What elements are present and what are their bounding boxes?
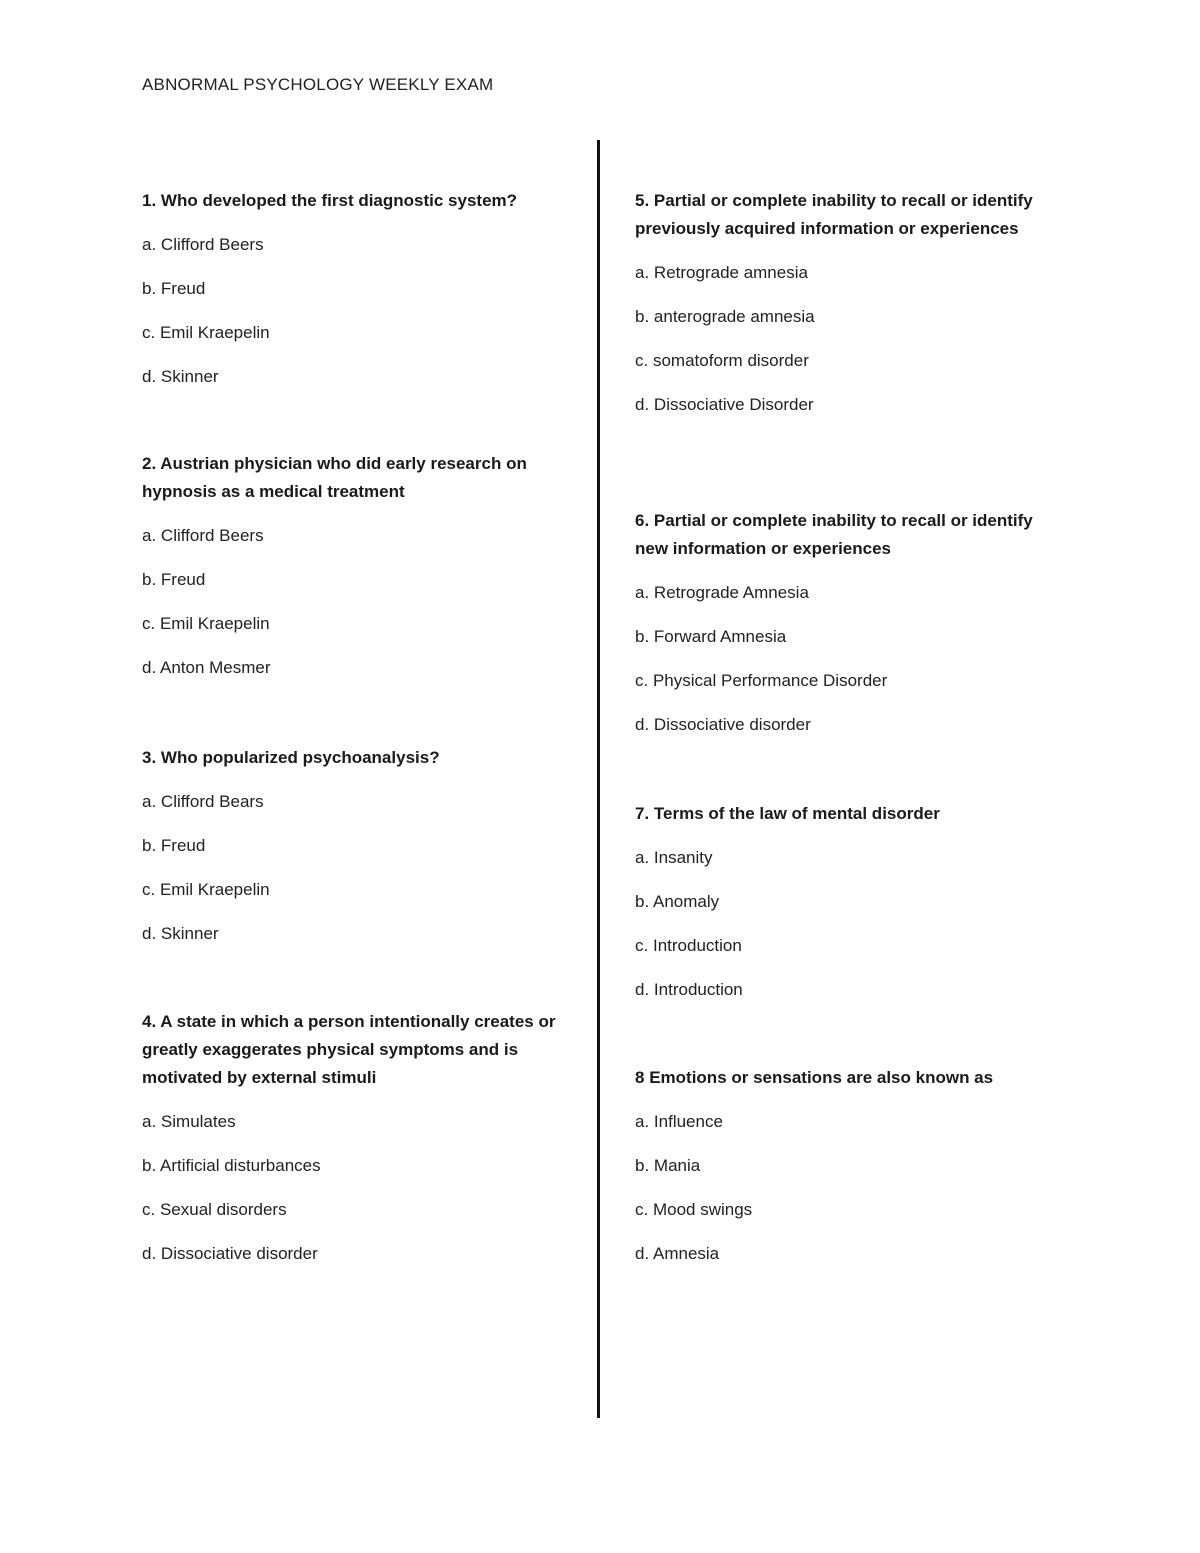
option-text: Simulates bbox=[160, 1112, 236, 1131]
question-6 bbox=[635, 507, 1035, 755]
option-text: Emil Kraepelin bbox=[159, 614, 270, 633]
option-text: Mood swings bbox=[652, 1200, 753, 1219]
answer-option bbox=[635, 579, 1035, 607]
option-letter: d. bbox=[142, 658, 157, 677]
option-letter: b. bbox=[635, 1156, 650, 1175]
answer-option bbox=[635, 1108, 1035, 1136]
answer-option bbox=[142, 1196, 574, 1224]
question-prompt: Terms of the law of mental disorder bbox=[653, 804, 940, 823]
option-text: Anomaly bbox=[652, 892, 720, 911]
question-prompt: Partial or complete inability to recall or identify new information or experiences bbox=[635, 511, 1033, 558]
option-letter: d. bbox=[142, 1244, 157, 1263]
page-title: ABNORMAL PSYCHOLOGY WEEKLY EXAM bbox=[142, 75, 494, 94]
option-letter: c. bbox=[635, 1200, 649, 1219]
answer-option bbox=[635, 888, 1035, 916]
option-text: Dissociative disorder bbox=[160, 1244, 318, 1263]
answer-option bbox=[142, 363, 574, 391]
option-letter: a. bbox=[142, 235, 157, 254]
answer-options bbox=[142, 1108, 574, 1268]
question-text bbox=[142, 744, 574, 772]
answer-options bbox=[142, 231, 574, 391]
answer-option bbox=[635, 711, 1035, 739]
answer-option bbox=[635, 623, 1035, 651]
option-text: Insanity bbox=[653, 848, 713, 867]
question-prompt: Austrian physician who did early research on hypnosis as a medical treatment bbox=[142, 454, 527, 501]
question-number: 4. bbox=[142, 1012, 157, 1031]
option-text: Introduction bbox=[652, 936, 742, 955]
option-letter: a. bbox=[142, 1112, 157, 1131]
option-text: Freud bbox=[160, 570, 206, 589]
option-letter: a. bbox=[635, 583, 650, 602]
option-letter: b. bbox=[142, 1156, 157, 1175]
option-text: anterograde amnesia bbox=[653, 307, 815, 326]
option-letter: a. bbox=[142, 792, 157, 811]
question-3 bbox=[142, 744, 574, 964]
option-text: Sexual disorders bbox=[159, 1200, 287, 1219]
question-number: 5. bbox=[635, 191, 650, 210]
question-4 bbox=[142, 1008, 574, 1284]
answer-option bbox=[635, 1152, 1035, 1180]
question-prompt: Who popularized psychoanalysis? bbox=[160, 748, 440, 767]
question-text bbox=[142, 1008, 574, 1092]
option-letter: b. bbox=[635, 307, 650, 326]
answer-option bbox=[635, 347, 1035, 375]
answer-option bbox=[635, 932, 1035, 960]
answer-option bbox=[142, 231, 574, 259]
question-text bbox=[635, 507, 1035, 563]
option-text: Anton Mesmer bbox=[159, 658, 271, 677]
option-letter: d. bbox=[142, 367, 157, 386]
answer-option bbox=[142, 610, 574, 638]
question-8 bbox=[635, 1064, 1035, 1284]
option-text: Skinner bbox=[160, 924, 219, 943]
option-text: Amnesia bbox=[652, 1244, 720, 1263]
option-text: Retrograde Amnesia bbox=[653, 583, 809, 602]
answer-option bbox=[635, 667, 1035, 695]
option-text: Clifford Bears bbox=[160, 792, 264, 811]
answer-option bbox=[142, 876, 574, 904]
option-letter: d. bbox=[635, 980, 650, 999]
option-letter: d. bbox=[635, 1244, 650, 1263]
answer-option bbox=[635, 976, 1035, 1004]
answer-option bbox=[142, 566, 574, 594]
option-letter: d. bbox=[142, 924, 157, 943]
answer-option bbox=[635, 391, 1035, 419]
option-text: Retrograde amnesia bbox=[653, 263, 808, 282]
answer-option bbox=[142, 522, 574, 550]
option-letter: b. bbox=[142, 836, 157, 855]
answer-option bbox=[142, 1152, 574, 1180]
option-text: Skinner bbox=[160, 367, 219, 386]
answer-option bbox=[142, 832, 574, 860]
option-text: Freud bbox=[160, 836, 206, 855]
answer-options bbox=[635, 844, 1035, 1004]
answer-option bbox=[635, 1240, 1035, 1268]
option-text: Emil Kraepelin bbox=[159, 880, 270, 899]
option-letter: c. bbox=[142, 880, 156, 899]
option-text: Clifford Beers bbox=[160, 526, 264, 545]
option-text: Clifford Beers bbox=[160, 235, 264, 254]
question-text bbox=[142, 450, 574, 506]
option-text: somatoform disorder bbox=[652, 351, 809, 370]
answer-options bbox=[142, 788, 574, 948]
answer-option bbox=[142, 319, 574, 347]
option-letter: c. bbox=[635, 936, 649, 955]
answer-option bbox=[142, 654, 574, 682]
option-letter: d. bbox=[635, 715, 650, 734]
option-text: Influence bbox=[653, 1112, 723, 1131]
question-prompt: A state in which a person intentionally creates or greatly exaggerates physical symptoms and is motivated by external stimuli bbox=[142, 1012, 556, 1087]
option-letter: a. bbox=[635, 1112, 650, 1131]
answer-options bbox=[635, 1108, 1035, 1268]
option-letter: c. bbox=[142, 1200, 156, 1219]
column-divider bbox=[597, 140, 600, 1418]
option-text: Artificial disturbances bbox=[159, 1156, 321, 1175]
question-text bbox=[635, 187, 1035, 243]
option-letter: b. bbox=[635, 892, 650, 911]
question-number: 7. bbox=[635, 804, 650, 823]
option-text: Introduction bbox=[653, 980, 743, 999]
answer-option bbox=[142, 1108, 574, 1136]
question-number: 6. bbox=[635, 511, 650, 530]
option-text: Mania bbox=[653, 1156, 701, 1175]
question-number: 1. bbox=[142, 191, 157, 210]
option-letter: c. bbox=[635, 351, 649, 370]
option-text: Dissociative Disorder bbox=[653, 395, 814, 414]
answer-option bbox=[635, 303, 1035, 331]
question-text bbox=[635, 800, 1035, 828]
question-prompt: Partial or complete inability to recall or identify previously acquired information or experiences bbox=[635, 191, 1033, 238]
question-prompt: Emotions or sensations are also known as bbox=[649, 1068, 994, 1087]
answer-option bbox=[635, 844, 1035, 872]
option-letter: a. bbox=[142, 526, 157, 545]
option-letter: b. bbox=[142, 279, 157, 298]
option-letter: b. bbox=[142, 570, 157, 589]
question-2 bbox=[142, 450, 574, 698]
option-letter: c. bbox=[142, 614, 156, 633]
option-letter: c. bbox=[635, 671, 649, 690]
question-5 bbox=[635, 187, 1035, 435]
question-7 bbox=[635, 800, 1035, 1020]
question-number: 2. bbox=[142, 454, 157, 473]
answer-options bbox=[635, 579, 1035, 739]
option-text: Forward Amnesia bbox=[653, 627, 787, 646]
question-1 bbox=[142, 187, 574, 407]
answer-option bbox=[142, 920, 574, 948]
option-letter: b. bbox=[635, 627, 650, 646]
option-letter: c. bbox=[142, 323, 156, 342]
answer-option bbox=[142, 1240, 574, 1268]
question-text bbox=[142, 187, 574, 215]
answer-option bbox=[635, 1196, 1035, 1224]
option-text: Dissociative disorder bbox=[653, 715, 811, 734]
question-text bbox=[635, 1064, 1035, 1092]
answer-option bbox=[635, 259, 1035, 287]
question-number: 3. bbox=[142, 748, 157, 767]
answer-options bbox=[635, 259, 1035, 419]
option-letter: d. bbox=[635, 395, 650, 414]
answer-option bbox=[142, 788, 574, 816]
question-number: 8 bbox=[635, 1068, 645, 1087]
option-letter: a. bbox=[635, 848, 650, 867]
answer-option bbox=[142, 275, 574, 303]
question-prompt: Who developed the first diagnostic system? bbox=[160, 191, 518, 210]
option-text: Freud bbox=[160, 279, 206, 298]
option-text: Physical Performance Disorder bbox=[652, 671, 888, 690]
answer-options bbox=[142, 522, 574, 682]
option-text: Emil Kraepelin bbox=[159, 323, 270, 342]
option-letter: a. bbox=[635, 263, 650, 282]
